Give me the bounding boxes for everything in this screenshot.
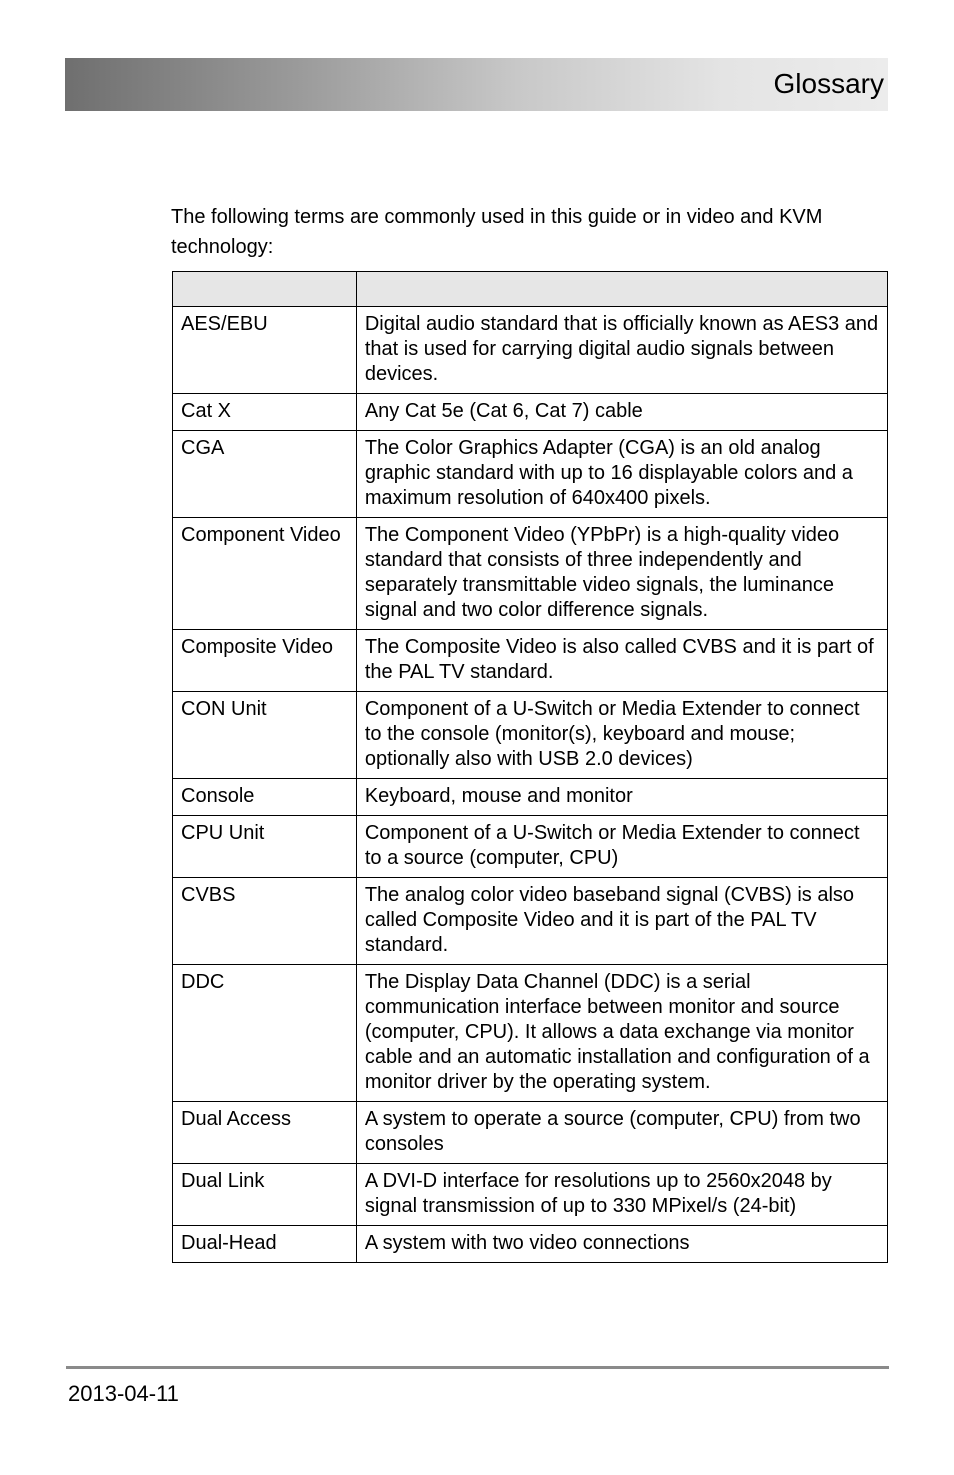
footer-divider bbox=[66, 1366, 889, 1369]
header-bar bbox=[65, 58, 888, 111]
definition-cell: The Display Data Channel (DDC) is a serial communication interface between monitor and source (computer, CPU). It allows a data exchange via monitor cable and an automatic installation and configuration of a monitor driver by the operating system. bbox=[356, 965, 887, 1102]
term-cell: Console bbox=[173, 779, 357, 816]
table-row bbox=[173, 816, 888, 878]
definition-cell: A DVI-D interface for resolutions up to 2560x2048 by signal transmission of up to 330 MPixel/s (24-bit) bbox=[356, 1164, 887, 1226]
glossary-body bbox=[173, 307, 888, 1263]
term-cell: CON Unit bbox=[173, 692, 357, 779]
definition-cell: The analog color video baseband signal (CVBS) is also called Composite Video and it is part of the PAL TV standard. bbox=[356, 878, 887, 965]
definition-cell: The Component Video (YPbPr) is a high-quality video standard that consists of three independently and separately transmittable video signals, the luminance signal and two color difference signals. bbox=[356, 518, 887, 630]
table-row bbox=[173, 518, 888, 630]
table-row bbox=[173, 1164, 888, 1226]
definition-cell: The Composite Video is also called CVBS and it is part of the PAL TV standard. bbox=[356, 630, 887, 692]
term-cell: CGA bbox=[173, 431, 357, 518]
definition-cell: A system with two video connections bbox=[356, 1226, 887, 1263]
term-cell: DDC bbox=[173, 965, 357, 1102]
definition-cell: Digital audio standard that is officially known as AES3 and that is used for carrying digital audio signals between devices. bbox=[356, 307, 887, 394]
definition-cell: The Color Graphics Adapter (CGA) is an old analog graphic standard with up to 16 displayable colors and a maximum resolution of 640x400 pixels. bbox=[356, 431, 887, 518]
header-definition bbox=[356, 272, 887, 307]
header-term bbox=[173, 272, 357, 307]
table-row bbox=[173, 779, 888, 816]
definition-cell: Any Cat 5e (Cat 6, Cat 7) cable bbox=[356, 394, 887, 431]
table-row bbox=[173, 1226, 888, 1263]
term-cell: CPU Unit bbox=[173, 816, 357, 878]
term-cell: AES/EBU bbox=[173, 307, 357, 394]
glossary-table bbox=[172, 271, 888, 1263]
footer-date: 2013-04-11 bbox=[68, 1381, 179, 1406]
table-row bbox=[173, 307, 888, 394]
table-row bbox=[173, 1102, 888, 1164]
term-cell: Dual Link bbox=[173, 1164, 357, 1226]
intro-paragraph: The following terms are commonly used in this guide or in video and KVM technology: bbox=[171, 206, 823, 258]
page-title: Glossary bbox=[773, 68, 884, 99]
table-row bbox=[173, 692, 888, 779]
table-row bbox=[173, 431, 888, 518]
term-cell: Component Video bbox=[173, 518, 357, 630]
table-row bbox=[173, 878, 888, 965]
definition-cell: Component of a U-Switch or Media Extender to connect to the console (monitor(s), keyboard and mouse; optionally also with USB 2.0 devices) bbox=[356, 692, 887, 779]
term-cell: Dual Access bbox=[173, 1102, 357, 1164]
table-header-row bbox=[173, 272, 888, 307]
term-cell: Cat X bbox=[173, 394, 357, 431]
definition-cell: A system to operate a source (computer, CPU) from two consoles bbox=[356, 1102, 887, 1164]
term-cell: Composite Video bbox=[173, 630, 357, 692]
definition-cell: Component of a U-Switch or Media Extender to connect to a source (computer, CPU) bbox=[356, 816, 887, 878]
table-row bbox=[173, 394, 888, 431]
table-row bbox=[173, 630, 888, 692]
definition-cell: Keyboard, mouse and monitor bbox=[356, 779, 887, 816]
term-cell: CVBS bbox=[173, 878, 357, 965]
term-cell: Dual-Head bbox=[173, 1226, 357, 1263]
table-row bbox=[173, 965, 888, 1102]
